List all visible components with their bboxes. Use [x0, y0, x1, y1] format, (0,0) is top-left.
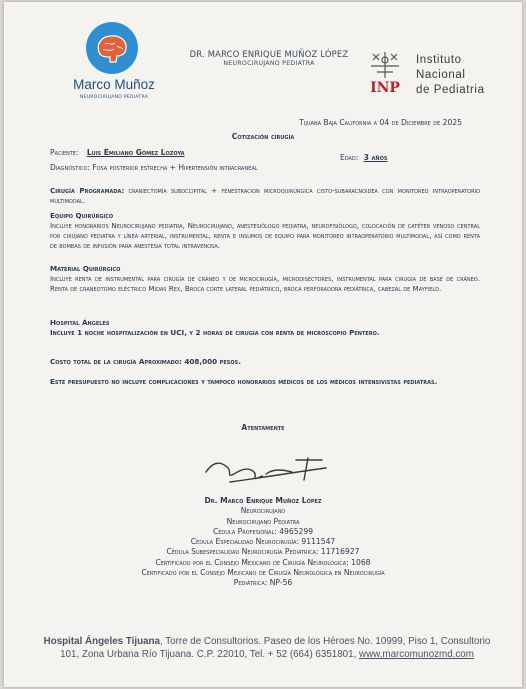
header-doctor-name: DR. MARCO ENRIQUE MUÑOZ LÓPEZ [189, 49, 349, 59]
surgery-label: Cirugía Programada: [50, 186, 125, 195]
footer-hospital: Hospital Ángeles Tijuana [43, 636, 160, 647]
footer-line-1-rest: , Torre de Consultorios. Paseo de los Héroes No. 10999, Piso 1, Consultorio [159, 636, 491, 647]
closing: Atentamente [241, 423, 285, 432]
document-page [4, 2, 522, 687]
diagnosis-value: Fosa posterior estrecha + Hipertensión intracraneal [92, 163, 258, 172]
inp-institute-name [416, 53, 485, 98]
certificate-2-line-a: Certificado por el Consejo Mexicano de Cirugía Neurológica en Neurocirugía [141, 568, 385, 578]
signer-name: Dr. Marco Enrique Muñoz López [204, 496, 322, 505]
handwritten-signature [200, 450, 340, 490]
brain-logo-icon [86, 22, 138, 74]
material-section [50, 264, 480, 294]
inp-line-1: Instituto [416, 54, 462, 66]
cedula-subespecialidad: Cédula Subespecialidad Neurocirugía Pediátrica: 11716927 [166, 547, 360, 557]
signature-block [4, 496, 522, 589]
age-label: Edad: [340, 153, 359, 162]
logo-subtitle: NEUROCIRUJANO PEDIATRA [79, 95, 149, 100]
material-title: Material Quirúrgico [50, 264, 121, 273]
footer-address [22, 636, 512, 661]
hospital-text: Incluye 1 noche hospitalización en UCI, y 2 horas de cirugía con renta de microscopio Pentero. [50, 328, 380, 337]
place-date: Tijuana Baja California a 04 de Diciembre de 2025 [299, 118, 462, 127]
footer-line-1 [22, 636, 512, 649]
cedula-especialidad: Cédula Especialidad Neurocirugía: 9111547 [190, 537, 336, 547]
team-section [50, 211, 480, 251]
team-title: Equipo Quirúrgico [50, 211, 114, 220]
inp-line-2: Nacional [416, 69, 466, 81]
disclaimer: Este presupuesto no incluye complicaciones y tampoco honorarios médicos de los médicos intensivistas pediatras. [50, 377, 438, 386]
surgery-value: craniectomía suboccipital + fenestracion microquirúrgica cisto-subaracnoidea con monitoreo intraoperatorio multimodal. [50, 186, 480, 205]
cost-line: Costo total de la cirugía Aproximado: 408,000 pesos. [50, 357, 241, 366]
team-text: Incluye honorarios Neurocirujano pediatra, Neurocirujano, anestesiólogo pediatra, neurofisiólogo, colocación de catéter venoso central por cirujano pediatra y línea arterial, instrumental, renta e insumos de equipo para monitoreo intraoperatorio multimodal, así como renta de bombas de infusión para anestesia total intravenosa. [50, 221, 480, 250]
age-line [340, 153, 387, 162]
patient-name: Luis Emiliano Gómez Lozoya [86, 148, 185, 157]
footer-website-link[interactable]: www.marcomunozmd.com [359, 648, 474, 660]
logo-brand: Marco Muñoz [73, 77, 155, 92]
diagnosis-label: Diagnóstico: [50, 163, 90, 172]
certificate-1: Certificado por el Consejo Mexicano de Cirugía Neurológica: 1068 [155, 557, 371, 567]
hospital-section [50, 318, 480, 338]
age-value: 3 años [363, 153, 388, 162]
cedula-profesional: Cédula Profesional: 4965299 [212, 526, 314, 536]
signer-title-2: Neurocirujano Pediatra [226, 516, 300, 526]
patient-label: Paciente: [50, 148, 79, 157]
certificate-2-line-b: Pediátrica: NP-56 [233, 578, 293, 588]
patient-line [50, 148, 184, 157]
letter-subject: Cotización cirugía [231, 132, 295, 141]
surgery-paragraph [50, 186, 480, 206]
header-doctor-specialty: NEUROCIRUJANO PEDIATRA [223, 60, 315, 67]
signer-title-1: Neurocirujano [240, 506, 286, 516]
footer-line-2-text: 101, Zona Urbana Río Tijuana. C.P. 22010, Tel. + 52 (664) 6351801, [60, 648, 360, 660]
hospital-title: Hospital Ángeles [50, 318, 110, 327]
inp-letters: INP [370, 80, 400, 96]
diagnosis-line [50, 163, 258, 172]
inp-line-3: de Pediatria [416, 84, 485, 96]
footer-line-2 [22, 649, 512, 662]
inp-emblem-icon [365, 48, 405, 96]
material-text: Incluye renta de instrumental para cirugía de cráneo y de microcirugía, microdisectores, instrumental para cirugía de base de cráneo. Renta de craneotomo eléctrico Midas Rex, Broca corte lateral pediátrico, broca perforadora pediátrica, cabezal de Mayfield. [50, 274, 480, 293]
